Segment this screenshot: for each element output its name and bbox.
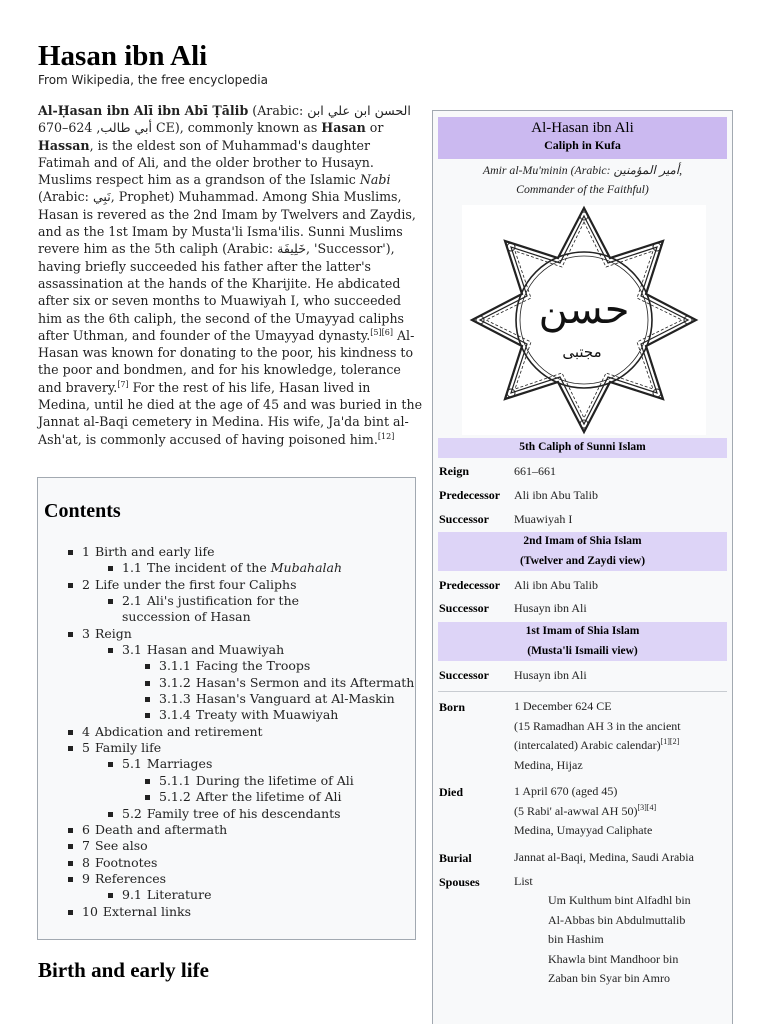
bullet-icon xyxy=(145,795,150,800)
toc-item[interactable]: 3.1.3 Hasan's Vanguard at Al-Maskin xyxy=(38,691,414,707)
toc-item[interactable]: 10 External links xyxy=(38,904,414,920)
tagline: From Wikipedia, the free encyclopedia xyxy=(38,73,268,87)
toc-item[interactable]: 7 See also xyxy=(38,838,414,854)
spouse-list: Um Kulthum bint Alfadhl bin Al-Abbas bin Abdulmuttalib bin Hashim Khawla bint Mandhoor bin Zaban bin Syar bin Amro xyxy=(548,893,691,985)
calligraphy-main-text: حسن xyxy=(538,287,630,333)
toc-item[interactable]: 5.1 Marriages xyxy=(38,756,414,772)
bullet-icon xyxy=(108,648,113,653)
successor-link[interactable]: Husayn ibn Ali xyxy=(514,601,587,615)
infobox-name: Al-Hasan ibn Ali xyxy=(531,120,634,136)
toc-item[interactable]: 3.1 Hasan and Muawiyah xyxy=(38,642,414,658)
toc-list xyxy=(38,544,414,920)
toc-item[interactable]: 1.1 The incident of the Mubahalah xyxy=(38,560,414,576)
citation-link[interactable]: [1][2] xyxy=(660,737,680,746)
predecessor-link[interactable]: Ali ibn Abu Talib xyxy=(514,488,598,502)
toc-title: Contents xyxy=(44,500,121,522)
toc-item[interactable]: 6 Death and aftermath xyxy=(38,822,414,838)
calligraphy-sub-text: مجتبى xyxy=(562,343,602,361)
bullet-icon xyxy=(145,664,150,669)
article-subject-name: Al-Ḥasan ibn Alī ibn Abī Ṭālib xyxy=(38,103,249,118)
bullet-icon xyxy=(68,844,73,849)
bullet-icon xyxy=(68,877,73,882)
toc-item[interactable]: 3.1.4 Treaty with Muawiyah xyxy=(38,707,414,723)
infobox: Al-Hasan ibn Ali Caliph in Kufa Amir al-Mu'minin (Arabic: أمير المؤمنين, Commander of the Faithful) حسن مجتبى 5th Caliph of Sunni Islam Reign 661–661 Predecessor Ali ibn Abu Talib Successor Muawiyah I 2nd Imam of Shia Islam (Twelver and Zaydi view) Predecessor Ali ibn Abu Talib Successor Husayn ibn Ali 1st Imam of Shia Islam (Musta'li Ismaili view) Successor Husayn ibn Ali Born 1 December 624 CE (15 Ramadhan AH 3 in the ancient (intercalated) Arabic calendar)[1][2] Medina, Hijaz Died 1 April 670 (aged 45) (5 Rabi' al-awwal AH 50)[3][4] Medina, Umayyad Caliphate Burial Jannat al-Baqi, Medina, Saudi Arabia Spouses List Um Kulthum bint Alfadhl bin Al-Abbas bin Abdulmuttalib bin Hashim Khawla bint Mandhoor bin Zaban bin Syar bin Amro xyxy=(432,110,733,1024)
bullet-icon xyxy=(108,599,113,604)
infobox-band-sunni: 5th Caliph of Sunni Islam xyxy=(438,438,727,458)
bullet-icon xyxy=(145,681,150,686)
toc-item[interactable]: 3.1.1 Facing the Troops xyxy=(38,658,414,674)
citation-link[interactable]: [7] xyxy=(117,379,129,389)
page-title: Hasan ibn Ali xyxy=(38,40,208,72)
bullet-icon xyxy=(108,893,113,898)
infobox-band-ismaili: 1st Imam of Shia Islam (Musta'li Ismaili view) xyxy=(438,622,727,661)
calligraphy-emblem-icon xyxy=(462,205,706,435)
toc-item[interactable]: 5 Family life xyxy=(38,740,414,756)
toc-item[interactable]: 8 Footnotes xyxy=(38,855,414,871)
citation-link[interactable]: [5] xyxy=(370,327,382,337)
bullet-icon xyxy=(68,861,73,866)
successor-link[interactable]: Husayn ibn Ali xyxy=(514,668,587,682)
bullet-icon xyxy=(145,779,150,784)
bullet-icon xyxy=(108,812,113,817)
infobox-subtitle: Caliph in Kufa xyxy=(544,138,621,152)
toc-item[interactable]: 5.1.2 After the lifetime of Ali xyxy=(38,789,414,805)
bullet-icon xyxy=(145,697,150,702)
bullet-icon xyxy=(68,746,73,751)
infobox-caption: Amir al-Mu'minin (Arabic: أمير المؤمنين, Commander of the Faithful) xyxy=(482,163,683,196)
toc-item[interactable]: 5.2 Family tree of his descendants xyxy=(38,806,414,822)
bullet-icon xyxy=(68,583,73,588)
nabi-link[interactable]: Nabi xyxy=(359,172,391,188)
bullet-icon xyxy=(68,828,73,833)
successor-link[interactable]: Muawiyah I xyxy=(514,512,573,526)
bullet-icon xyxy=(68,730,73,735)
spouses-list-toggle[interactable]: List xyxy=(514,874,533,888)
infobox-band-twelver: 2nd Imam of Shia Islam (Twelver and Zaydi view) xyxy=(438,532,727,571)
infobox-header xyxy=(438,117,727,159)
bullet-icon xyxy=(145,713,150,718)
citation-link[interactable]: [3][4] xyxy=(637,802,657,812)
toc-item[interactable]: 5.1.1 During the lifetime of Ali xyxy=(38,773,414,789)
toc-item[interactable]: 4 Abdication and retirement xyxy=(38,724,414,740)
bullet-icon xyxy=(108,762,113,767)
toc-item[interactable]: 9 References xyxy=(38,871,414,887)
predecessor-link[interactable]: Ali ibn Abu Talib xyxy=(514,578,598,592)
bullet-icon xyxy=(68,910,73,915)
toc-item[interactable]: 2.1 Ali's justification for the succession of Hasan xyxy=(38,593,342,626)
toc-item[interactable]: 3 Reign xyxy=(38,626,414,642)
infobox-divider xyxy=(438,691,727,692)
toc-item[interactable]: 9.1 Literature xyxy=(38,887,414,903)
table-of-contents xyxy=(37,477,416,940)
toc-item[interactable]: 1 Birth and early life xyxy=(38,544,414,560)
toc-item[interactable]: 3.1.2 Hasan's Sermon and its Aftermath xyxy=(38,675,414,691)
intro-paragraph: Al-Ḥasan ibn Alī ibn Abī Ṭālib (Arabic: الحسن ابن علي ابن أبي طالب, 624–670 CE), commonly known as Hasan or Hassan, is the eldest son of Muhammad's daughter Fatimah and of Ali, and the older brother to Husayn. Muslims respect him as a grandson of the Islamic Nabi (Arabic: نَبِي, Prophet) Muhammad. Among Shia Muslims, Hasan is revered as the 2nd Imam by Twelvers and Zaydis, and as the 1st Imam by Musta'li Isma'ilis. Sunni Muslims revere him as the 5th caliph (Arabic: خَلِيفَة, 'Successor'), having briefly succeeded his father after the latter's assassination at the hands of the Kharijite. He abdicated after six or seven months to Muawiyah I, who succeeded him as the 6th caliph, the second of the Umayyad caliphs after Uthman, and founder of the Umayyad dynasty.[5][6] Al-Hasan was known for donating to the poor, his kindness to the poor and bondmen, and for his knowledge, tolerance and bravery.[7] For the rest of his life, Hasan lived in Medina, until he died at the age of 45 and was buried in the Jannat al-Baqi cemetery in Medina. His wife, Ja'da bint al-Ash'at, is commonly accused of having poisoned him.[12] xyxy=(38,103,423,447)
bullet-icon xyxy=(68,632,73,637)
burial-link[interactable]: Jannat al-Baqi, Medina, Saudi Arabia xyxy=(514,850,694,864)
citation-link[interactable]: [12] xyxy=(377,431,395,441)
arabic-name[interactable]: الحسن ابن علي ابن أبي طالب xyxy=(100,103,411,136)
section-heading: Birth and early life xyxy=(38,958,209,982)
toc-item[interactable]: 2 Life under the first four Caliphs xyxy=(38,577,414,593)
bullet-icon xyxy=(68,550,73,555)
bullet-icon xyxy=(108,566,113,571)
citation-link[interactable]: [6] xyxy=(381,327,393,337)
calligraphy-image[interactable] xyxy=(462,205,706,435)
